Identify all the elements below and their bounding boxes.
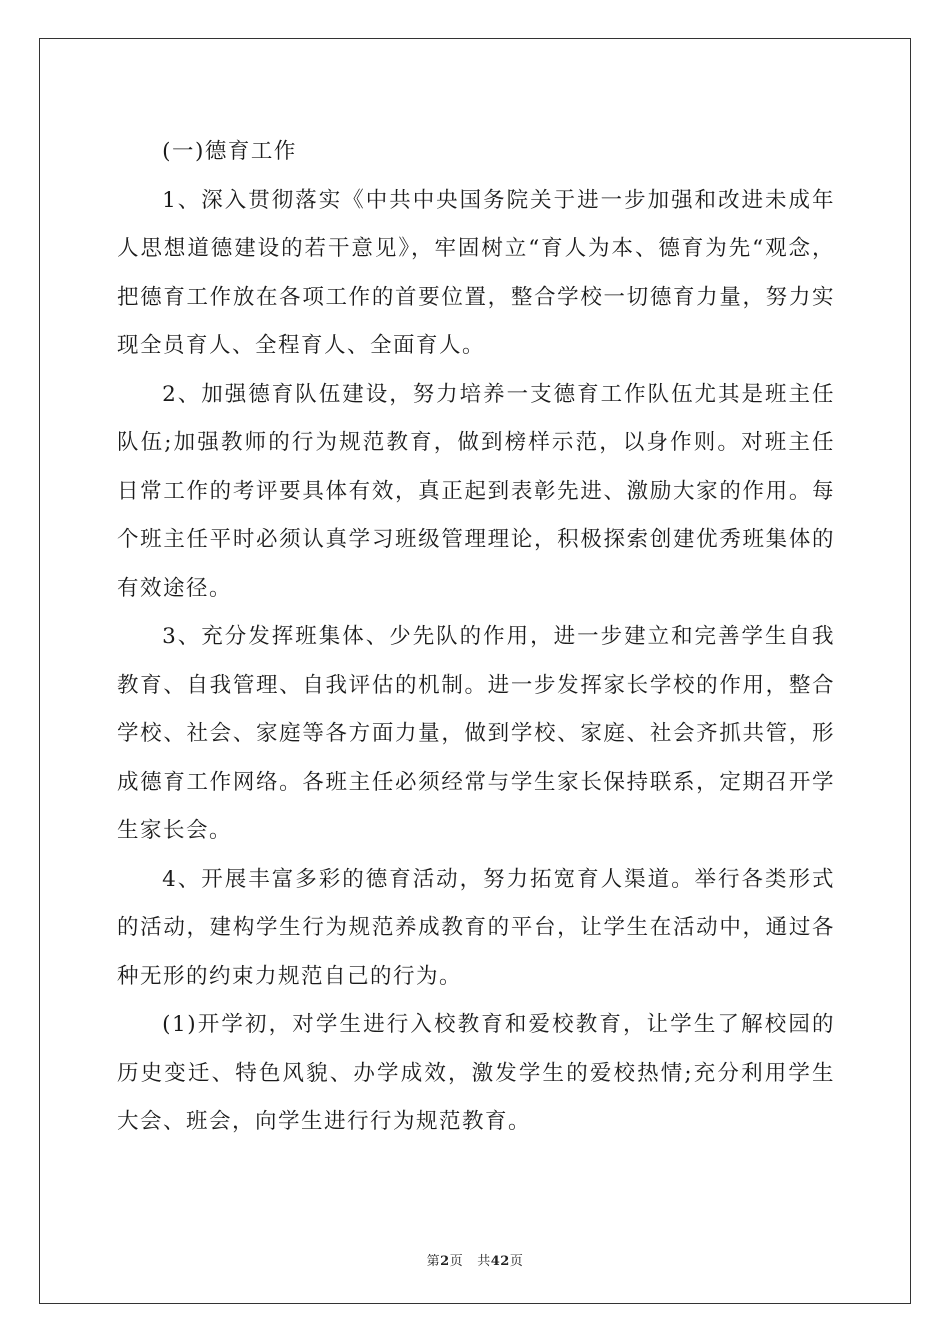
page-footer — [0, 1250, 950, 1269]
paragraph-2: 2、加强德育队伍建设，努力培养一支德育工作队伍尤其是班主任队伍;加强教师的行为规范教育，做到榜样示范，以身作则。对班主任日常工作的考评要具体有效，真正起到表彰先进、激励大家的作用。每个班主任平时必须认真学习班级管理理论，积极探索创建优秀班集体的有效途径。 — [117, 381, 835, 601]
document-body — [117, 128, 835, 1147]
section-heading: (一)德育工作 — [162, 139, 297, 164]
total-prefix: 共 — [477, 1254, 491, 1269]
paragraph-3: 3、充分发挥班集体、少先队的作用，进一步建立和完善学生自我教育、自我管理、自我评估的机制。进一步发挥家长学校的作用，整合学校、社会、家庭等各方面力量，做到学校、家庭、社会齐抓共管，形成德育工作网络。各班主任必须经常与学生家长保持联系，定期召开学生家长会。 — [117, 624, 835, 843]
paragraph-5: (1)开学初，对学生进行入校教育和爱校教育，让学生了解校园的历史变迁、特色风貌、办学成效，激发学生的爱校热情;充分利用学生大会、班会，向学生进行行为规范教育。 — [117, 1012, 835, 1134]
total-suffix: 页 — [509, 1254, 524, 1269]
paragraph-1: 1、深入贯彻落实《中共中央国务院关于进一步加强和改进未成年人思想道德建设的若干意见》，牢固树立“育人为本、德育为先“观念，把德育工作放在各项工作的首要位置，整合学校一切德育力量，努力实现全员育人、全程育人、全面育人。 — [117, 187, 835, 358]
paragraph-4: 4、开展丰富多彩的德育活动，努力拓宽育人渠道。举行各类形式的活动，建构学生行为规范养成教育的平台，让学生在活动中，通过各种无形的约束力规范自己的行为。 — [117, 866, 835, 989]
total-pages: 42 — [490, 1254, 510, 1269]
page-number: 2 — [440, 1254, 450, 1269]
page-suffix: 页 — [449, 1254, 464, 1269]
page-prefix: 第 — [426, 1254, 441, 1269]
